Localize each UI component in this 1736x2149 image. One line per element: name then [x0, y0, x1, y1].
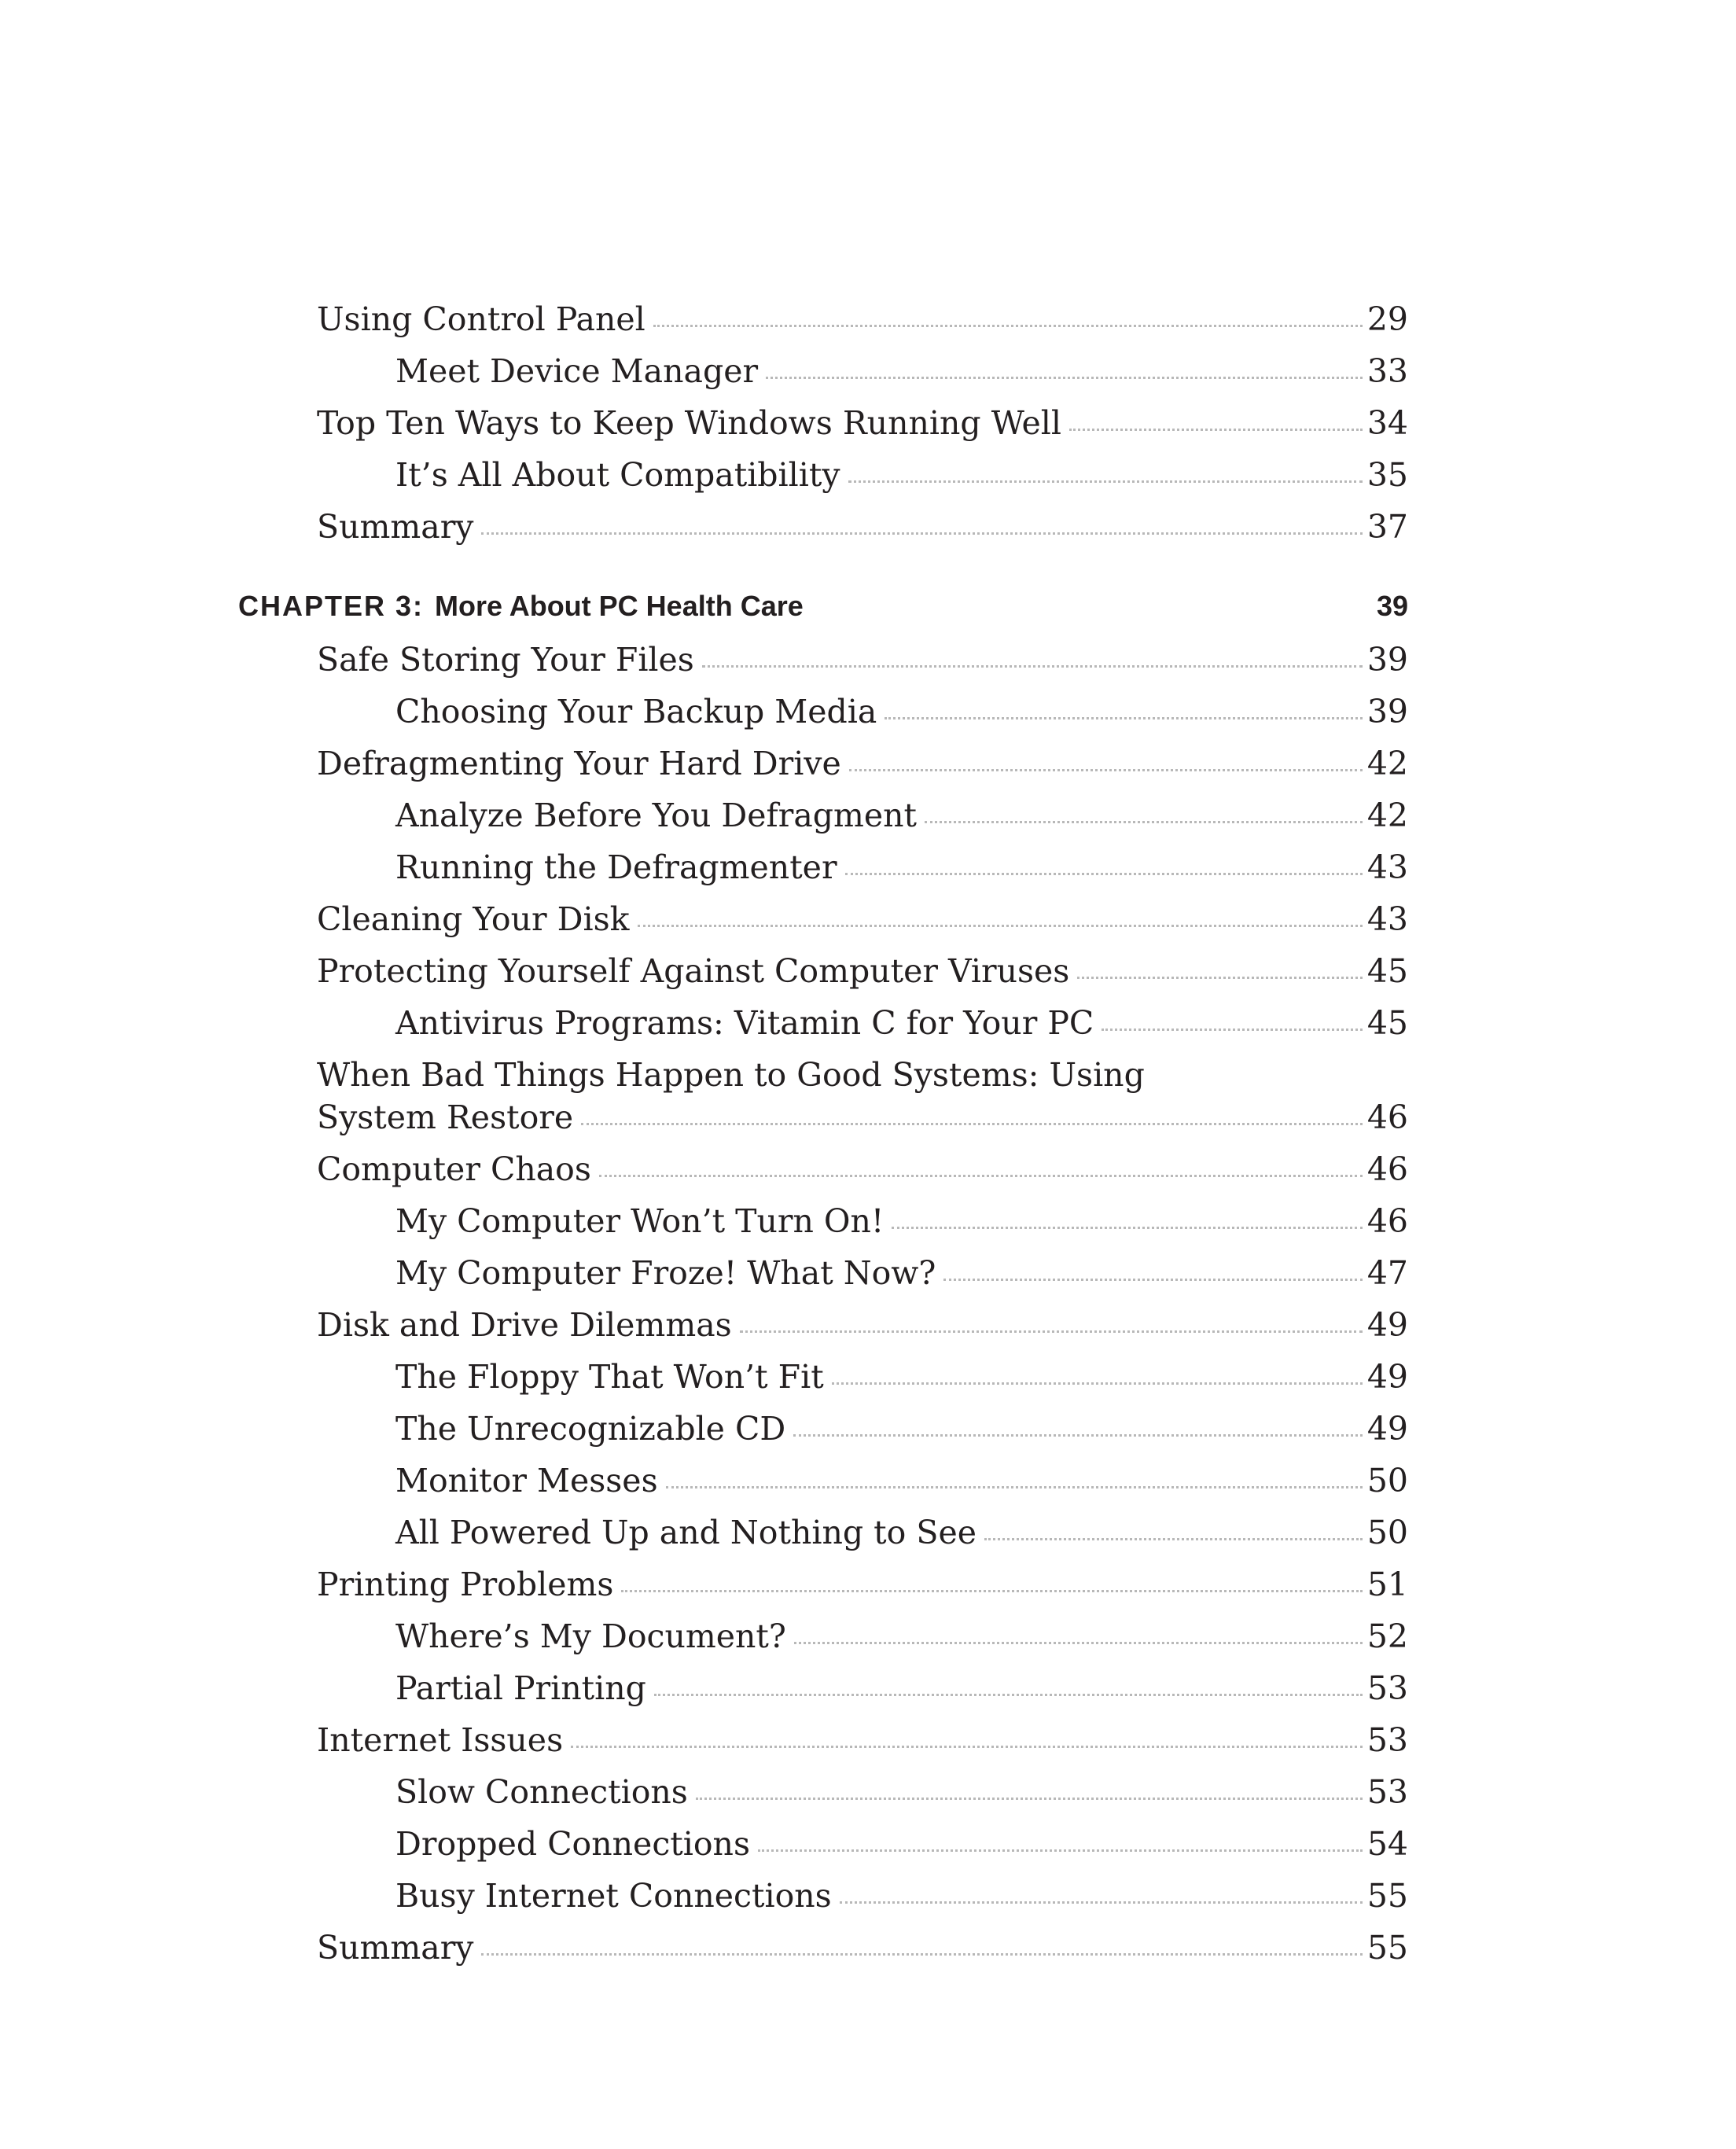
- toc-entry-page: 42: [1366, 797, 1408, 834]
- toc-entry-page: 55: [1366, 1929, 1408, 1967]
- toc-entry-page: 50: [1366, 1514, 1408, 1551]
- toc-entry-title: Disk and Drive Dilemmas: [317, 1306, 732, 1344]
- toc-entry: [317, 402, 1408, 444]
- toc-entry-title: Where’s My Document?: [395, 1617, 786, 1655]
- toc-entry-title: Dropped Connections: [395, 1825, 750, 1863]
- toc-entry: [395, 1459, 1408, 1502]
- dot-leader: [599, 1175, 1363, 1177]
- toc-entry-page: 46: [1366, 1098, 1408, 1136]
- dot-leader: [892, 1227, 1362, 1229]
- toc-entry: [395, 1823, 1408, 1865]
- chapter-heading: [238, 587, 1408, 626]
- toc-entry: [317, 298, 1408, 340]
- toc-entry: [395, 1408, 1408, 1450]
- toc-entry-page: 55: [1366, 1877, 1408, 1915]
- dot-leader: [943, 1279, 1362, 1281]
- dot-leader: [925, 821, 1363, 823]
- toc-entry-title: Cleaning Your Disk: [317, 900, 630, 938]
- toc-entry: [317, 1148, 1408, 1190]
- toc-entry: [395, 846, 1408, 889]
- dot-leader: [885, 717, 1363, 719]
- toc-entry: [317, 638, 1408, 681]
- toc-entry-line2: [317, 1096, 1408, 1139]
- toc-entry: [395, 1667, 1408, 1709]
- toc-entry-page: 53: [1366, 1773, 1408, 1811]
- toc-entry-page: 34: [1366, 404, 1408, 442]
- toc-entry: [317, 950, 1408, 992]
- toc-entry: [395, 1511, 1408, 1554]
- toc-entry-page: 29: [1366, 300, 1408, 338]
- toc-entry-title: Protecting Yourself Against Computer Viruses: [317, 952, 1070, 990]
- toc-entry-page: 33: [1366, 352, 1408, 390]
- toc-entry-page: 39: [1366, 693, 1408, 730]
- toc-entry-title-line2: System Restore: [317, 1098, 574, 1136]
- toc-entry-page: 49: [1366, 1410, 1408, 1448]
- toc-entry-page: 42: [1366, 745, 1408, 782]
- toc-entry: [395, 1002, 1408, 1044]
- dot-leader: [845, 873, 1363, 875]
- dot-leader: [849, 769, 1363, 771]
- toc-entry: [395, 690, 1408, 733]
- toc-entry-title: Safe Storing Your Files: [317, 641, 694, 679]
- toc-entry: [395, 454, 1408, 496]
- toc-entry-page: 46: [1366, 1202, 1408, 1240]
- toc-entry-page: 49: [1366, 1358, 1408, 1396]
- dot-leader: [1102, 1029, 1363, 1031]
- chapter-label: CHAPTER 3:: [238, 590, 425, 622]
- toc-entry-page: 50: [1366, 1462, 1408, 1500]
- toc-entry-title: It’s All About Compatibility: [395, 456, 840, 494]
- toc-entry-page: 35: [1366, 456, 1408, 494]
- toc-entry: [317, 898, 1408, 940]
- dot-leader: [702, 665, 1363, 668]
- toc-entry-page: 45: [1366, 952, 1408, 990]
- toc-entry: [395, 1615, 1408, 1658]
- dot-leader: [481, 532, 1362, 535]
- toc-entry-page: 39: [1366, 641, 1408, 679]
- toc-entry: [395, 1252, 1408, 1294]
- toc-entry-title: Internet Issues: [317, 1721, 564, 1759]
- dot-leader: [581, 1123, 1363, 1125]
- dot-leader: [740, 1330, 1363, 1333]
- toc-entry: [317, 1054, 1408, 1139]
- toc-entry-title: Top Ten Ways to Keep Windows Running Well: [317, 404, 1061, 442]
- toc-entry-title: Busy Internet Connections: [395, 1877, 832, 1915]
- toc-entry: [395, 350, 1408, 392]
- toc-entry-page: 51: [1366, 1566, 1408, 1603]
- toc-entry-page: 49: [1366, 1306, 1408, 1344]
- toc-entry-title: Analyze Before You Defragment: [395, 797, 918, 834]
- toc-entry-title: Meet Device Manager: [395, 352, 759, 390]
- toc-entry-page: 37: [1366, 508, 1408, 546]
- toc-entry: [317, 1926, 1408, 1969]
- dot-leader: [571, 1746, 1363, 1748]
- toc-entry-title: My Computer Won’t Turn On!: [395, 1202, 885, 1240]
- dot-leader: [481, 1953, 1362, 1956]
- toc-entry: [317, 506, 1408, 548]
- toc-entry-title: Partial Printing: [395, 1669, 646, 1707]
- toc-entry-page: 43: [1366, 900, 1408, 938]
- toc-entry: [395, 794, 1408, 837]
- chapter-title: More About PC Health Care: [435, 590, 804, 622]
- dot-leader: [696, 1798, 1363, 1800]
- dot-leader: [848, 480, 1363, 483]
- toc-entry-page: 46: [1366, 1150, 1408, 1188]
- toc-entry: [317, 1304, 1408, 1346]
- dot-leader: [832, 1382, 1363, 1385]
- dot-leader: [793, 1434, 1363, 1437]
- toc-entry-title: Computer Chaos: [317, 1150, 591, 1188]
- toc-entry-title: The Unrecognizable CD: [395, 1410, 786, 1448]
- toc-entry-page: 45: [1366, 1004, 1408, 1042]
- toc-entry-title-line1: When Bad Things Happen to Good Systems: Using: [317, 1056, 1145, 1094]
- dot-leader: [653, 325, 1363, 327]
- dot-leader: [621, 1590, 1362, 1592]
- dot-leader: [984, 1538, 1363, 1540]
- toc-entry-title: My Computer Froze! What Now?: [395, 1254, 936, 1292]
- dot-leader: [638, 925, 1363, 927]
- toc-entry-title: Slow Connections: [395, 1773, 688, 1811]
- toc-entry-page: 54: [1366, 1825, 1408, 1863]
- toc-entry-title: All Powered Up and Nothing to See: [395, 1514, 977, 1551]
- toc-entry-title: The Floppy That Won’t Fit: [395, 1358, 824, 1396]
- toc-entry-page: 53: [1366, 1721, 1408, 1759]
- toc-entry-title: Using Control Panel: [317, 300, 645, 338]
- toc-entry: [395, 1200, 1408, 1242]
- toc-entry-page: 47: [1366, 1254, 1408, 1292]
- dot-leader: [654, 1694, 1363, 1696]
- toc-entry-title: Choosing Your Backup Media: [395, 693, 877, 730]
- dot-leader: [840, 1901, 1363, 1904]
- toc-entry-page: 53: [1366, 1669, 1408, 1707]
- toc-entry-title: Running the Defragmenter: [395, 848, 837, 886]
- toc-entry: [395, 1356, 1408, 1398]
- dot-leader: [766, 377, 1363, 379]
- dot-leader: [758, 1849, 1363, 1852]
- toc-entry-page: 52: [1366, 1617, 1408, 1655]
- dot-leader: [666, 1486, 1363, 1488]
- toc-entry: [317, 1563, 1408, 1606]
- toc-entry-title: Printing Problems: [317, 1566, 614, 1603]
- dot-leader: [1069, 429, 1363, 431]
- dot-leader: [1077, 977, 1362, 979]
- toc-entry: [317, 742, 1408, 785]
- dot-leader: [794, 1642, 1363, 1644]
- toc-entry: [317, 1719, 1408, 1761]
- toc-entry-title: Defragmenting Your Hard Drive: [317, 745, 841, 782]
- chapter-page: 39: [1376, 590, 1408, 622]
- toc-entry-title: Monitor Messes: [395, 1462, 658, 1500]
- toc-entry-title: Summary: [317, 1929, 474, 1967]
- toc-entry: [395, 1771, 1408, 1813]
- toc-entry-title: Summary: [317, 508, 474, 546]
- toc-entry-title: Antivirus Programs: Vitamin C for Your PC: [395, 1004, 1094, 1042]
- toc-entry-page: 43: [1366, 848, 1408, 886]
- toc-entry: [395, 1875, 1408, 1917]
